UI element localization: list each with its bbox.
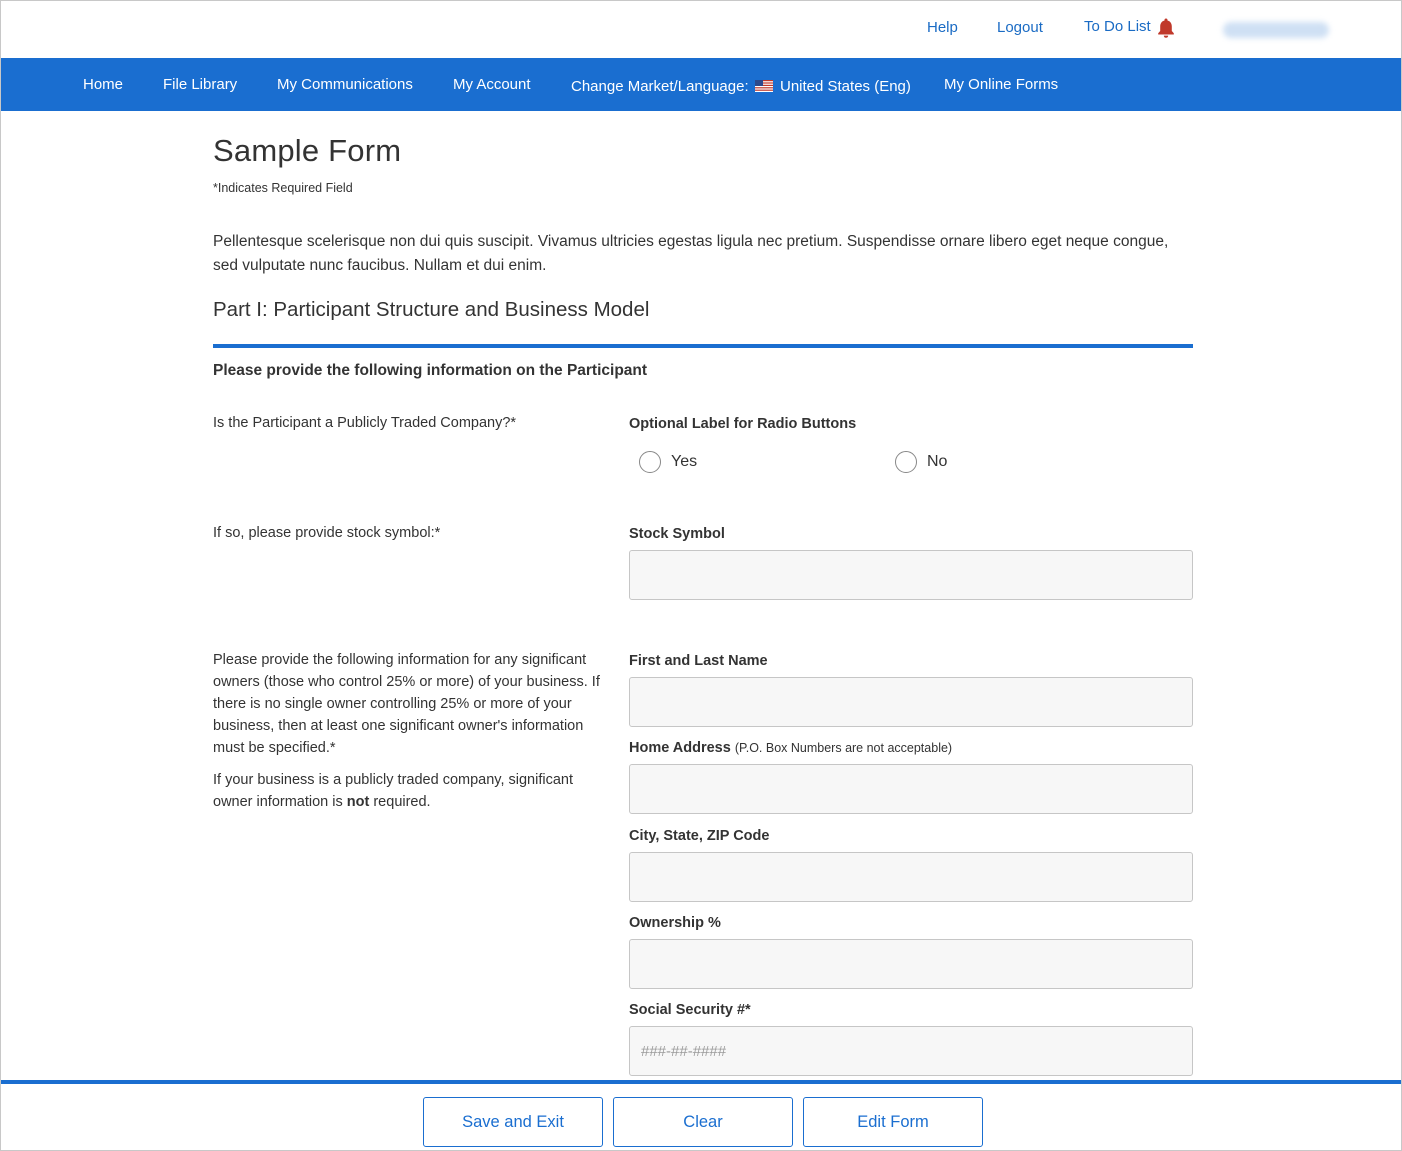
edit-form-button[interactable]: Edit Form — [803, 1097, 983, 1147]
part-title: Part I: Participant Structure and Business Model — [213, 298, 650, 321]
owner-name-label: First and Last Name — [629, 653, 768, 669]
ownership-percent-input[interactable] — [629, 939, 1193, 989]
user-name-redacted — [1223, 22, 1329, 38]
intro-text: Pellentesque scelerisque non dui quis suscipit. Vivamus ultricies egestas ligula nec pretium. Suspendisse ornare libero eget neque congue, sed vulputate nunc faucibus. Nullam et dui enim. — [213, 233, 1169, 274]
radio-no[interactable] — [895, 451, 947, 473]
radio-yes[interactable] — [639, 451, 697, 473]
home-address-hint: (P.O. Box Numbers are not acceptable) — [734, 741, 953, 755]
save-and-exit-button[interactable]: Save and Exit — [423, 1097, 603, 1147]
stock-symbol-input[interactable] — [629, 550, 1193, 600]
city-state-zip-label: City, State, ZIP Code — [629, 828, 770, 844]
us-flag-icon — [755, 80, 773, 92]
main-nav — [1, 58, 1401, 111]
question-stock-symbol: If so, please provide stock symbol:* — [213, 525, 441, 541]
owner-name-input[interactable] — [629, 677, 1193, 727]
todo-list-link[interactable]: To Do List — [1084, 18, 1151, 35]
ssn-label: Social Security #* — [629, 1002, 751, 1018]
nav-home[interactable]: Home — [83, 76, 124, 93]
radio-yes-circle[interactable] — [639, 451, 661, 473]
question-significant-owners — [213, 649, 607, 813]
owners-note-bold: not — [346, 794, 370, 810]
market-label: Change Market/Language: — [571, 78, 749, 95]
bell-icon[interactable] — [1157, 17, 1175, 39]
section-divider — [213, 344, 1193, 348]
radio-no-circle[interactable] — [895, 451, 917, 473]
ownership-percent-label: Ownership % — [629, 915, 721, 931]
required-note: *Indicates Required Field — [213, 181, 353, 195]
nav-change-market[interactable] — [571, 78, 911, 95]
radio-yes-label: Yes — [671, 453, 698, 470]
home-address-label-text: Home Address — [629, 740, 731, 756]
home-address-label — [629, 740, 952, 756]
market-value: United States (Eng) — [779, 78, 911, 95]
question-public-company: Is the Participant a Publicly Traded Company?* — [213, 415, 517, 431]
radio-group-label: Optional Label for Radio Buttons — [629, 416, 857, 432]
owners-public-note — [213, 769, 607, 813]
owners-instructions: Please provide the following information for any significant owners (those who control 25% or more) of your business. If there is no single owner controlling 25% or more of your business, then at least one significant owner's information must be specified.* — [213, 652, 600, 756]
nav-my-online-forms[interactable]: My Online Forms — [944, 76, 1059, 93]
stock-symbol-label: Stock Symbol — [629, 526, 725, 542]
utility-bar — [1, 1, 1401, 57]
ssn-input[interactable] — [629, 1026, 1193, 1076]
nav-my-communications[interactable]: My Communications — [277, 76, 413, 93]
home-address-input[interactable] — [629, 764, 1193, 814]
owners-note-post: required. — [369, 794, 431, 810]
section-heading: Please provide the following information on the Participant — [213, 362, 648, 379]
action-bar — [1, 1080, 1401, 1151]
page-title: Sample Form — [213, 133, 402, 168]
radio-no-label: No — [927, 453, 948, 470]
nav-file-library[interactable]: File Library — [163, 76, 238, 93]
city-state-zip-input[interactable] — [629, 852, 1193, 902]
nav-my-account[interactable]: My Account — [453, 76, 531, 93]
help-link[interactable]: Help — [927, 19, 958, 36]
logout-link[interactable]: Logout — [997, 19, 1043, 36]
clear-button[interactable]: Clear — [613, 1097, 793, 1147]
owners-note-pre: If your business is a publicly traded company, significant owner information is — [213, 772, 573, 810]
